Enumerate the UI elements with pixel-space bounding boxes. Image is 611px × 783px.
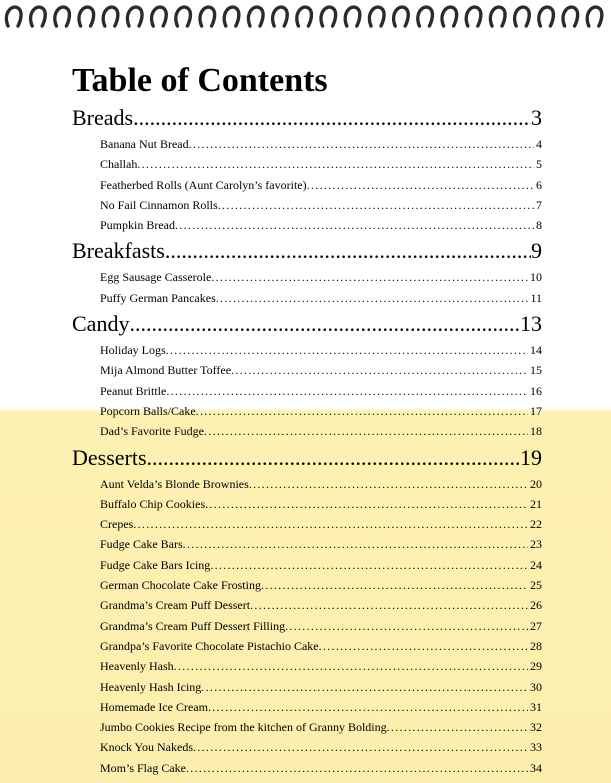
section-heading[interactable]: [72, 308, 542, 340]
toc-section: [72, 442, 542, 778]
entry-page-number: 11: [530, 290, 542, 305]
dot-leader: [216, 288, 529, 308]
dot-leader: [249, 474, 528, 494]
toc-entry[interactable]: [100, 575, 542, 595]
entry-name: Grandpa’s Favorite Chocolate Pistachio Cake: [100, 638, 319, 653]
entry-page-number: 21: [530, 496, 542, 511]
spiral-coil: [466, 7, 481, 26]
spiral-coil: [6, 7, 21, 26]
entry-name: Fudge Cake Bars Icing: [100, 557, 211, 572]
dot-leader: [166, 381, 528, 401]
dot-leader: [189, 134, 534, 154]
entry-page-number: 22: [530, 517, 542, 532]
entry-list: [100, 134, 542, 235]
entry-name: Challah: [100, 157, 138, 172]
dot-leader: [205, 494, 528, 514]
entry-name: Mom’s Flag Cake: [100, 760, 186, 775]
entry-name: Holiday Logs: [100, 343, 166, 358]
entry-name: Grandma’s Cream Puff Dessert: [100, 598, 251, 613]
toc-entry[interactable]: [100, 616, 542, 636]
toc-entry[interactable]: [100, 360, 542, 380]
spiral-coil: [273, 7, 288, 26]
entry-name: Featherbed Rolls (Aunt Carolyn’s favorite): [100, 177, 307, 192]
spiral-coil: [248, 7, 263, 26]
dot-leader: [307, 175, 534, 195]
spiral-binding: [0, 0, 611, 40]
entry-name: Popcorn Balls/Cake: [100, 403, 196, 418]
toc-section: [72, 308, 542, 441]
section-page-number: 9: [531, 238, 542, 264]
entry-name: Banana Nut Bread: [100, 137, 189, 151]
dot-leader: [201, 677, 528, 697]
spiral-coil: [224, 7, 239, 26]
dot-leader: [193, 737, 528, 757]
entry-page-number: 32: [530, 720, 542, 735]
entry-name: Dad’s Favorite Fudge: [100, 424, 204, 439]
toc-entry[interactable]: [100, 514, 542, 534]
dot-leader: [319, 636, 528, 656]
entry-name: No Fail Cinnamon Rolls: [100, 197, 218, 212]
section-name: Breakfasts: [72, 238, 165, 264]
spiral-coil: [127, 7, 142, 26]
spiral-coil: [345, 7, 360, 26]
dot-leader: [186, 758, 528, 778]
toc-section: [72, 235, 542, 308]
entry-page-number: 30: [530, 679, 542, 694]
toc-entry[interactable]: [100, 534, 542, 554]
entry-list: [100, 340, 542, 441]
entry-name: German Chocolate Cake Frosting: [100, 578, 261, 593]
entry-name: Grandma’s Cream Puff Dessert Filling: [100, 618, 286, 633]
dot-leader: [204, 421, 528, 441]
entry-name: Crepes: [100, 517, 134, 532]
toc-entry[interactable]: [100, 636, 542, 656]
entry-page-number: 5: [536, 157, 542, 172]
section-name: Desserts: [72, 444, 147, 470]
section-page-number: 3: [531, 105, 542, 130]
toc-entry[interactable]: [100, 215, 542, 235]
spiral-coil: [563, 7, 578, 26]
spiral-coil: [152, 7, 167, 26]
entry-name: Fudge Cake Bars: [100, 537, 183, 552]
spiral-coil: [442, 7, 457, 26]
entry-list: [100, 474, 542, 778]
section-heading[interactable]: [72, 235, 542, 267]
toc-entry[interactable]: [100, 758, 542, 778]
entry-name: Jumbo Cookies Recipe from the kitchen of Granny Bolding: [100, 720, 387, 735]
entry-page-number: 7: [536, 197, 542, 212]
dot-leader: [261, 575, 528, 595]
entry-page-number: 17: [530, 403, 542, 418]
entry-page-number: 25: [530, 578, 542, 593]
dot-leader: [165, 235, 531, 267]
toc-entry[interactable]: [100, 494, 542, 514]
toc-entry[interactable]: [100, 474, 542, 494]
entry-page-number: 31: [530, 699, 542, 714]
dot-leader: [166, 340, 528, 360]
dot-leader: [175, 215, 534, 235]
entry-name: Mija Almond Butter Toffee: [100, 363, 232, 378]
section-name: Candy: [72, 311, 130, 337]
spiral-coil: [539, 7, 554, 26]
dot-leader: [210, 555, 528, 575]
dot-leader: [137, 154, 534, 174]
toc-entry[interactable]: [100, 267, 542, 287]
entry-page-number: 34: [530, 760, 542, 775]
entry-page-number: 15: [530, 363, 542, 378]
dot-leader: [196, 401, 528, 421]
entry-name: Buffalo Chip Cookies: [100, 496, 206, 511]
toc-entry[interactable]: [100, 195, 542, 215]
spiral-coil: [321, 7, 336, 26]
toc-entry[interactable]: [100, 555, 542, 575]
spiral-coil: [103, 7, 118, 26]
toc-content: [72, 60, 542, 778]
dot-leader: [285, 616, 528, 636]
entry-name: Pumpkin Bread: [100, 218, 175, 233]
entry-page-number: 8: [536, 218, 542, 233]
toc-entry[interactable]: [100, 154, 542, 174]
spiral-coil: [369, 7, 384, 26]
toc-entry[interactable]: [100, 175, 542, 195]
spiral-coil: [490, 7, 505, 26]
entry-page-number: 18: [530, 424, 542, 439]
dot-leader: [211, 267, 528, 287]
toc-entry[interactable]: [100, 656, 542, 676]
spiral-coil: [515, 7, 530, 26]
toc-entry[interactable]: [100, 595, 542, 615]
entry-page-number: 10: [530, 270, 542, 285]
entry-page-number: 24: [530, 557, 542, 572]
toc-entry[interactable]: [100, 697, 542, 717]
spiral-coil: [587, 7, 602, 26]
spiral-coil: [79, 7, 94, 26]
entry-name: Knock You Nakeds: [100, 740, 193, 755]
spiral-coil: [394, 7, 409, 26]
section-name: Breads: [72, 105, 134, 130]
entry-name: Heavenly Hash Icing: [100, 679, 202, 694]
spiral-coil: [31, 7, 46, 26]
spiral-coil: [176, 7, 191, 26]
dot-leader: [133, 102, 531, 134]
dot-leader: [174, 656, 528, 676]
entry-page-number: 28: [530, 638, 542, 653]
section-page-number: 13: [520, 311, 542, 337]
section-heading[interactable]: [72, 442, 542, 474]
dot-leader: [133, 514, 528, 534]
toc-entry[interactable]: [100, 288, 542, 308]
entry-name: Peanut Brittle: [100, 383, 167, 398]
entry-page-number: 26: [530, 598, 542, 613]
entry-page-number: 14: [530, 343, 542, 358]
entry-page-number: 27: [530, 618, 542, 633]
toc-entry[interactable]: [100, 421, 542, 441]
dot-leader: [250, 595, 528, 615]
entry-page-number: 23: [530, 537, 542, 552]
entry-name: Egg Sausage Casserole: [100, 270, 212, 285]
entry-page-number: 29: [530, 659, 542, 674]
entry-name: Heavenly Hash: [100, 659, 174, 674]
entry-page-number: 33: [530, 740, 542, 755]
dot-leader: [231, 360, 528, 380]
spiral-coil: [55, 7, 70, 26]
toc-list: [72, 102, 542, 778]
dot-leader: [147, 442, 520, 474]
spiral-coil: [418, 7, 433, 26]
spiral-coil: [200, 7, 215, 26]
dot-leader: [183, 534, 528, 554]
entry-page-number: 4: [536, 137, 542, 151]
section-heading[interactable]: [72, 102, 542, 134]
toc-entry[interactable]: [100, 677, 542, 697]
toc-entry[interactable]: [100, 381, 542, 401]
dot-leader: [387, 717, 528, 737]
toc-entry[interactable]: [100, 737, 542, 757]
toc-entry[interactable]: [100, 717, 542, 737]
entry-name: Homemade Ice Cream: [100, 699, 208, 714]
toc-entry[interactable]: [100, 134, 542, 154]
dot-leader: [218, 195, 534, 215]
toc-entry[interactable]: [100, 401, 542, 421]
entry-page-number: 6: [536, 177, 542, 192]
dot-leader: [129, 308, 520, 340]
entry-name: Puffy German Pancakes: [100, 290, 216, 305]
toc-section: [72, 102, 542, 235]
page-title: Table of Contents: [72, 62, 328, 99]
entry-list: [100, 267, 542, 308]
entry-name: Aunt Velda’s Blonde Brownies: [100, 476, 249, 491]
spiral-coil: [297, 7, 312, 26]
entry-page-number: 16: [530, 383, 542, 398]
entry-page-number: 20: [530, 476, 542, 491]
toc-entry[interactable]: [100, 340, 542, 360]
section-page-number: 19: [520, 444, 542, 470]
dot-leader: [208, 697, 528, 717]
